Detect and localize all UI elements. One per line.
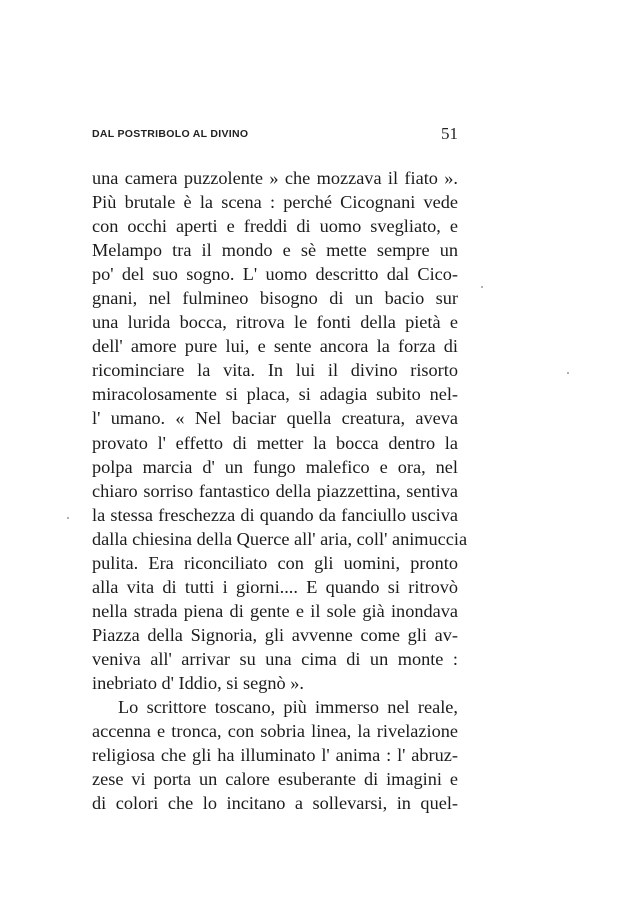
text-line: ricominciare la vita. In lui il divino risorto [92, 360, 458, 381]
body-text [92, 166, 468, 815]
text-line: polpa marcia d' un fungo malefico e ora, nel [92, 456, 458, 477]
text-line: alla vita di tutti i giorni.... E quando si ritrovò [92, 576, 458, 597]
text-line: con occhi aperti e freddi di uomo svegliato, e [92, 216, 458, 237]
text-line: una camera puzzolente » che mozzava il fiato ». [92, 168, 458, 188]
text-line: Melampo tra il mondo e sè mette sempre un [92, 240, 458, 261]
text-line: gnani, nel fulmineo bisogno di un bacio sur [92, 288, 458, 309]
scan-speck [67, 517, 69, 519]
text-line: religiosa che gli ha illuminato l' anima : l' abruz- [92, 745, 458, 766]
scan-speck [567, 372, 569, 374]
text-line: una lurida bocca, ritrova le fonti della pietà e [92, 312, 458, 333]
scan-speck [481, 286, 483, 288]
text-line: l' umano. « Nel baciar quella creatura, aveva [92, 408, 458, 429]
running-header [92, 124, 458, 144]
text-line: nella strada piena di gente e il sole già inondava [92, 600, 458, 621]
text-line: inebriato d' Iddio, si segnò ». [92, 672, 304, 693]
text-line: Lo scrittore toscano, più immerso nel reale, [118, 697, 458, 718]
text-line: po' del suo sogno. L' uomo descritto dal Cico- [92, 264, 458, 285]
text-line: miracolosamente si placa, si adagia subito nel- [92, 384, 458, 405]
running-title: DAL POSTRIBOLO AL DIVINO [92, 128, 249, 140]
text-line: dell' amore pure lui, e sente ancora la forza di [92, 336, 458, 357]
text-line: accenna e tronca, con sobria linea, la rivelazione [92, 721, 458, 742]
text-line: Più brutale è la scena : perché Cicognani vede [92, 192, 458, 213]
text-line: zese vi porta un calore esuberante di imagini e [92, 769, 458, 790]
text-line: Piazza della Signoria, gli avvenne come gli av- [92, 624, 458, 645]
text-line: la stessa freschezza di quando da fanciullo usciva [92, 504, 458, 525]
text-line: pulita. Era riconciliato con gli uomini, pronto [92, 552, 458, 573]
text-line: provato l' effetto di metter la bocca dentro la [92, 432, 458, 453]
text-line: chiaro sorriso fantastico della piazzettina, sentiva [92, 480, 458, 501]
text-line: veniva all' arrivar su una cima di un monte : [92, 648, 458, 669]
text-line: dalla chiesina della Querce all' aria, coll' animuccia [92, 528, 468, 549]
text-line: di colori che lo incitano a sollevarsi, in quel- [92, 793, 458, 814]
page-number: 51 [441, 124, 458, 143]
